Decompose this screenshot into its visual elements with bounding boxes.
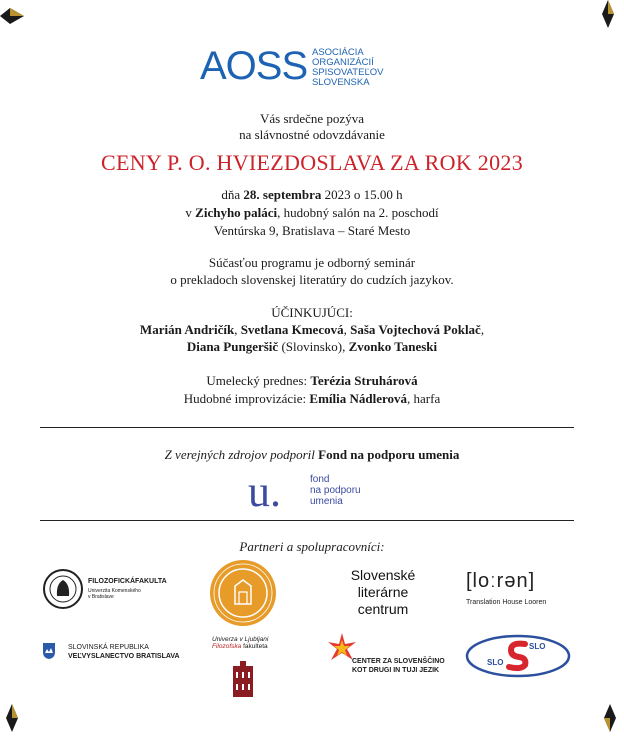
partner-embassy-logo: SLOVINSKÁ REPUBLIKA VEĽVYSLANECTVO BRATISLAVA — [42, 642, 202, 666]
slovenia-coat-of-arms-icon — [42, 642, 56, 660]
aoss-sub-line: SPISOVATEĽOV — [312, 67, 384, 78]
corner-ornament-bottom-left — [0, 700, 26, 736]
partner-ff-uk-logo: FILOZOFICKÁFAKULTA Univerzita Komenského v Bratislave — [42, 568, 172, 618]
partners-heading: Partneri a spolupracovníci: — [239, 539, 385, 554]
performers-line-1: Marián Andričík, Svetlana Kmecová, Saša Vojtechová Poklač, — [139, 322, 485, 337]
music-line: Hudobné improvizácie: Emília Nádlerová, harfa — [183, 391, 441, 406]
slo-oval-icon — [465, 634, 571, 678]
fpu-logo: u. fond na podporu umenia — [248, 467, 361, 516]
event-date: dňa 28. septembra 2023 o 15.00 h — [221, 187, 403, 202]
funding-text: Z verejných zdrojov podporil Fond na podporu umenia — [164, 447, 460, 462]
aoss-logo — [200, 44, 430, 90]
program-line-1: Súčasťou programu je odborný seminár — [208, 255, 416, 270]
invite-line-1: Vás srdečne pozýva — [260, 111, 364, 126]
performers-line-2: Diana Pungeršič (Slovinsko), Zvonko Taneski — [186, 339, 438, 354]
partner-looren-logo: [loːrən] Translation House Looren — [466, 570, 547, 606]
divider-bottom — [40, 520, 574, 521]
corner-ornament-top-left — [0, 0, 24, 34]
corner-ornament-top-right — [598, 0, 624, 34]
corner-ornament-bottom-right — [598, 700, 624, 736]
event-title: CENY P. O. HVIEZDOSLAVA ZA ROK 2023 — [100, 150, 524, 175]
divider-top — [40, 427, 574, 428]
partner-uni-ljubljana-logo: Univerza v Ljubljani Filozofska fakulteta — [212, 636, 292, 703]
aoss-acronym: AOSS — [200, 44, 308, 88]
ff-uk-seal-icon — [42, 568, 84, 610]
fpu-logo-mark: u. — [248, 467, 281, 516]
aoss-sub-line: SLOVENSKA — [312, 77, 370, 88]
uni-ljubljana-building-icon — [232, 660, 254, 698]
aoss-sub-line: ASOCIÁCIA — [312, 47, 364, 58]
event-address: Ventúrska 9, Bratislava – Staré Mesto — [213, 223, 411, 238]
university-seal-gold-icon — [208, 558, 278, 628]
aoss-sub-line: ORGANIZÁCIÍ — [312, 57, 374, 68]
partner-slo-slo-logo: SLO SLO — [465, 634, 571, 678]
program-line-2: o prekladoch slovenskej literatúry do cudzích jazykov. — [170, 272, 454, 287]
recital-line: Umelecký prednes: Terézia Struhárová — [206, 373, 418, 388]
invite-line-2: na slávnostné odovzdávanie — [239, 127, 385, 142]
event-place: v Zichyho paláci, hudobný salón na 2. poschodí — [185, 205, 439, 220]
partner-center-slovenscino-logo: CENTER ZA SLOVENŠČINO KOT DRUGI IN TUJI JEZIK — [326, 632, 476, 674]
performers-heading: ÚČINKUJÚCI: — [271, 305, 353, 320]
partner-slc-logo: Slovenské literárne centrum — [350, 567, 416, 617]
